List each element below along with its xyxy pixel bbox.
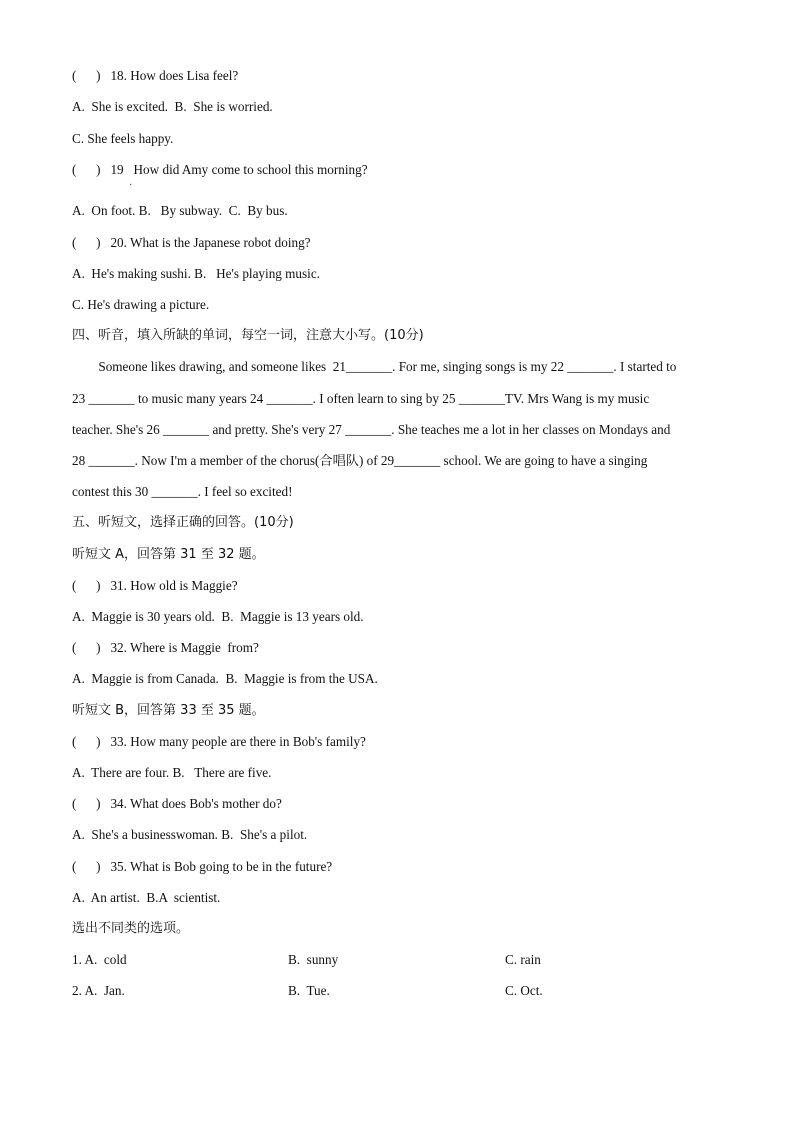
passage-b-instruction: 听短文 B，回答第 33 至 35 题。: [72, 703, 265, 718]
question-32-options: A. Maggie is from Canada. B. Maggie is from the USA.: [72, 671, 378, 686]
question-33-options: A. There are four. B. There are five.: [72, 765, 272, 780]
question-19-options: A. On foot. B. By subway. C. By bus.: [72, 203, 288, 218]
question-32: ( ) 32. Where is Maggie from?: [72, 640, 259, 655]
cloze-line-2: 23 _______ to music many years 24 _______. I often learn to sing by 25 _______TV. Mrs Wang is my music: [72, 391, 650, 406]
question-19: ( ) 19 How did Amy come to school this morning?: [72, 162, 368, 177]
odd-row-1-option-c: C. rain: [505, 952, 541, 967]
question-34-options: A. She's a businesswoman. B. She's a pilot.: [72, 827, 308, 842]
odd-row-2-option-a: 2. A. Jan.: [72, 983, 125, 998]
section-5-heading: 五、听短文，选择正确的回答。(10分): [72, 515, 294, 530]
cloze-line-4: 28 _______. Now I'm a member of the chorus(合唱队) of 29_______ school. We are going to have a singing: [72, 453, 648, 468]
cloze-line-3: teacher. She's 26 _______ and pretty. She's very 27 _______. She teaches me a lot in her classes on Mondays and: [72, 422, 671, 437]
odd-row-2-option-c: C. Oct.: [505, 983, 543, 998]
stray-dot: ·: [129, 180, 133, 191]
question-20-options-ab: A. He's making sushi. B. He's playing music.: [72, 266, 320, 281]
question-18-options-ab: A. She is excited. B. She is worried.: [72, 99, 273, 114]
odd-one-out-heading: 选出不同类的选项。: [72, 921, 190, 936]
odd-row-1-option-a: 1. A. cold: [72, 952, 127, 967]
question-18-option-c: C. She feels happy.: [72, 131, 174, 146]
question-33: ( ) 33. How many people are there in Bob's family?: [72, 734, 366, 749]
question-35-options: A. An artist. B.A scientist.: [72, 890, 221, 905]
question-20-option-c: C. He's drawing a picture.: [72, 297, 210, 312]
question-35: ( ) 35. What is Bob going to be in the future?: [72, 859, 333, 874]
odd-row-1-option-b: B. sunny: [288, 952, 339, 967]
question-31: ( ) 31. How old is Maggie?: [72, 578, 238, 593]
question-20: ( ) 20. What is the Japanese robot doing?: [72, 235, 311, 250]
odd-row-2-option-b: B. Tue.: [288, 983, 330, 998]
section-4-heading: 四、听音，填入所缺的单词，每空一词，注意大小写。(10分): [72, 328, 424, 343]
passage-a-instruction: 听短文 A，回答第 31 至 32 题。: [72, 547, 265, 562]
cloze-line-5: contest this 30 _______. I feel so excited!: [72, 484, 293, 499]
question-18: ( ) 18. How does Lisa feel?: [72, 68, 239, 83]
cloze-line-1: Someone likes drawing, and someone likes 21_______. For me, singing songs is my 22 _______. I started to: [72, 359, 677, 374]
question-34: ( ) 34. What does Bob's mother do?: [72, 796, 282, 811]
question-31-options: A. Maggie is 30 years old. B. Maggie is 13 years old.: [72, 609, 364, 624]
